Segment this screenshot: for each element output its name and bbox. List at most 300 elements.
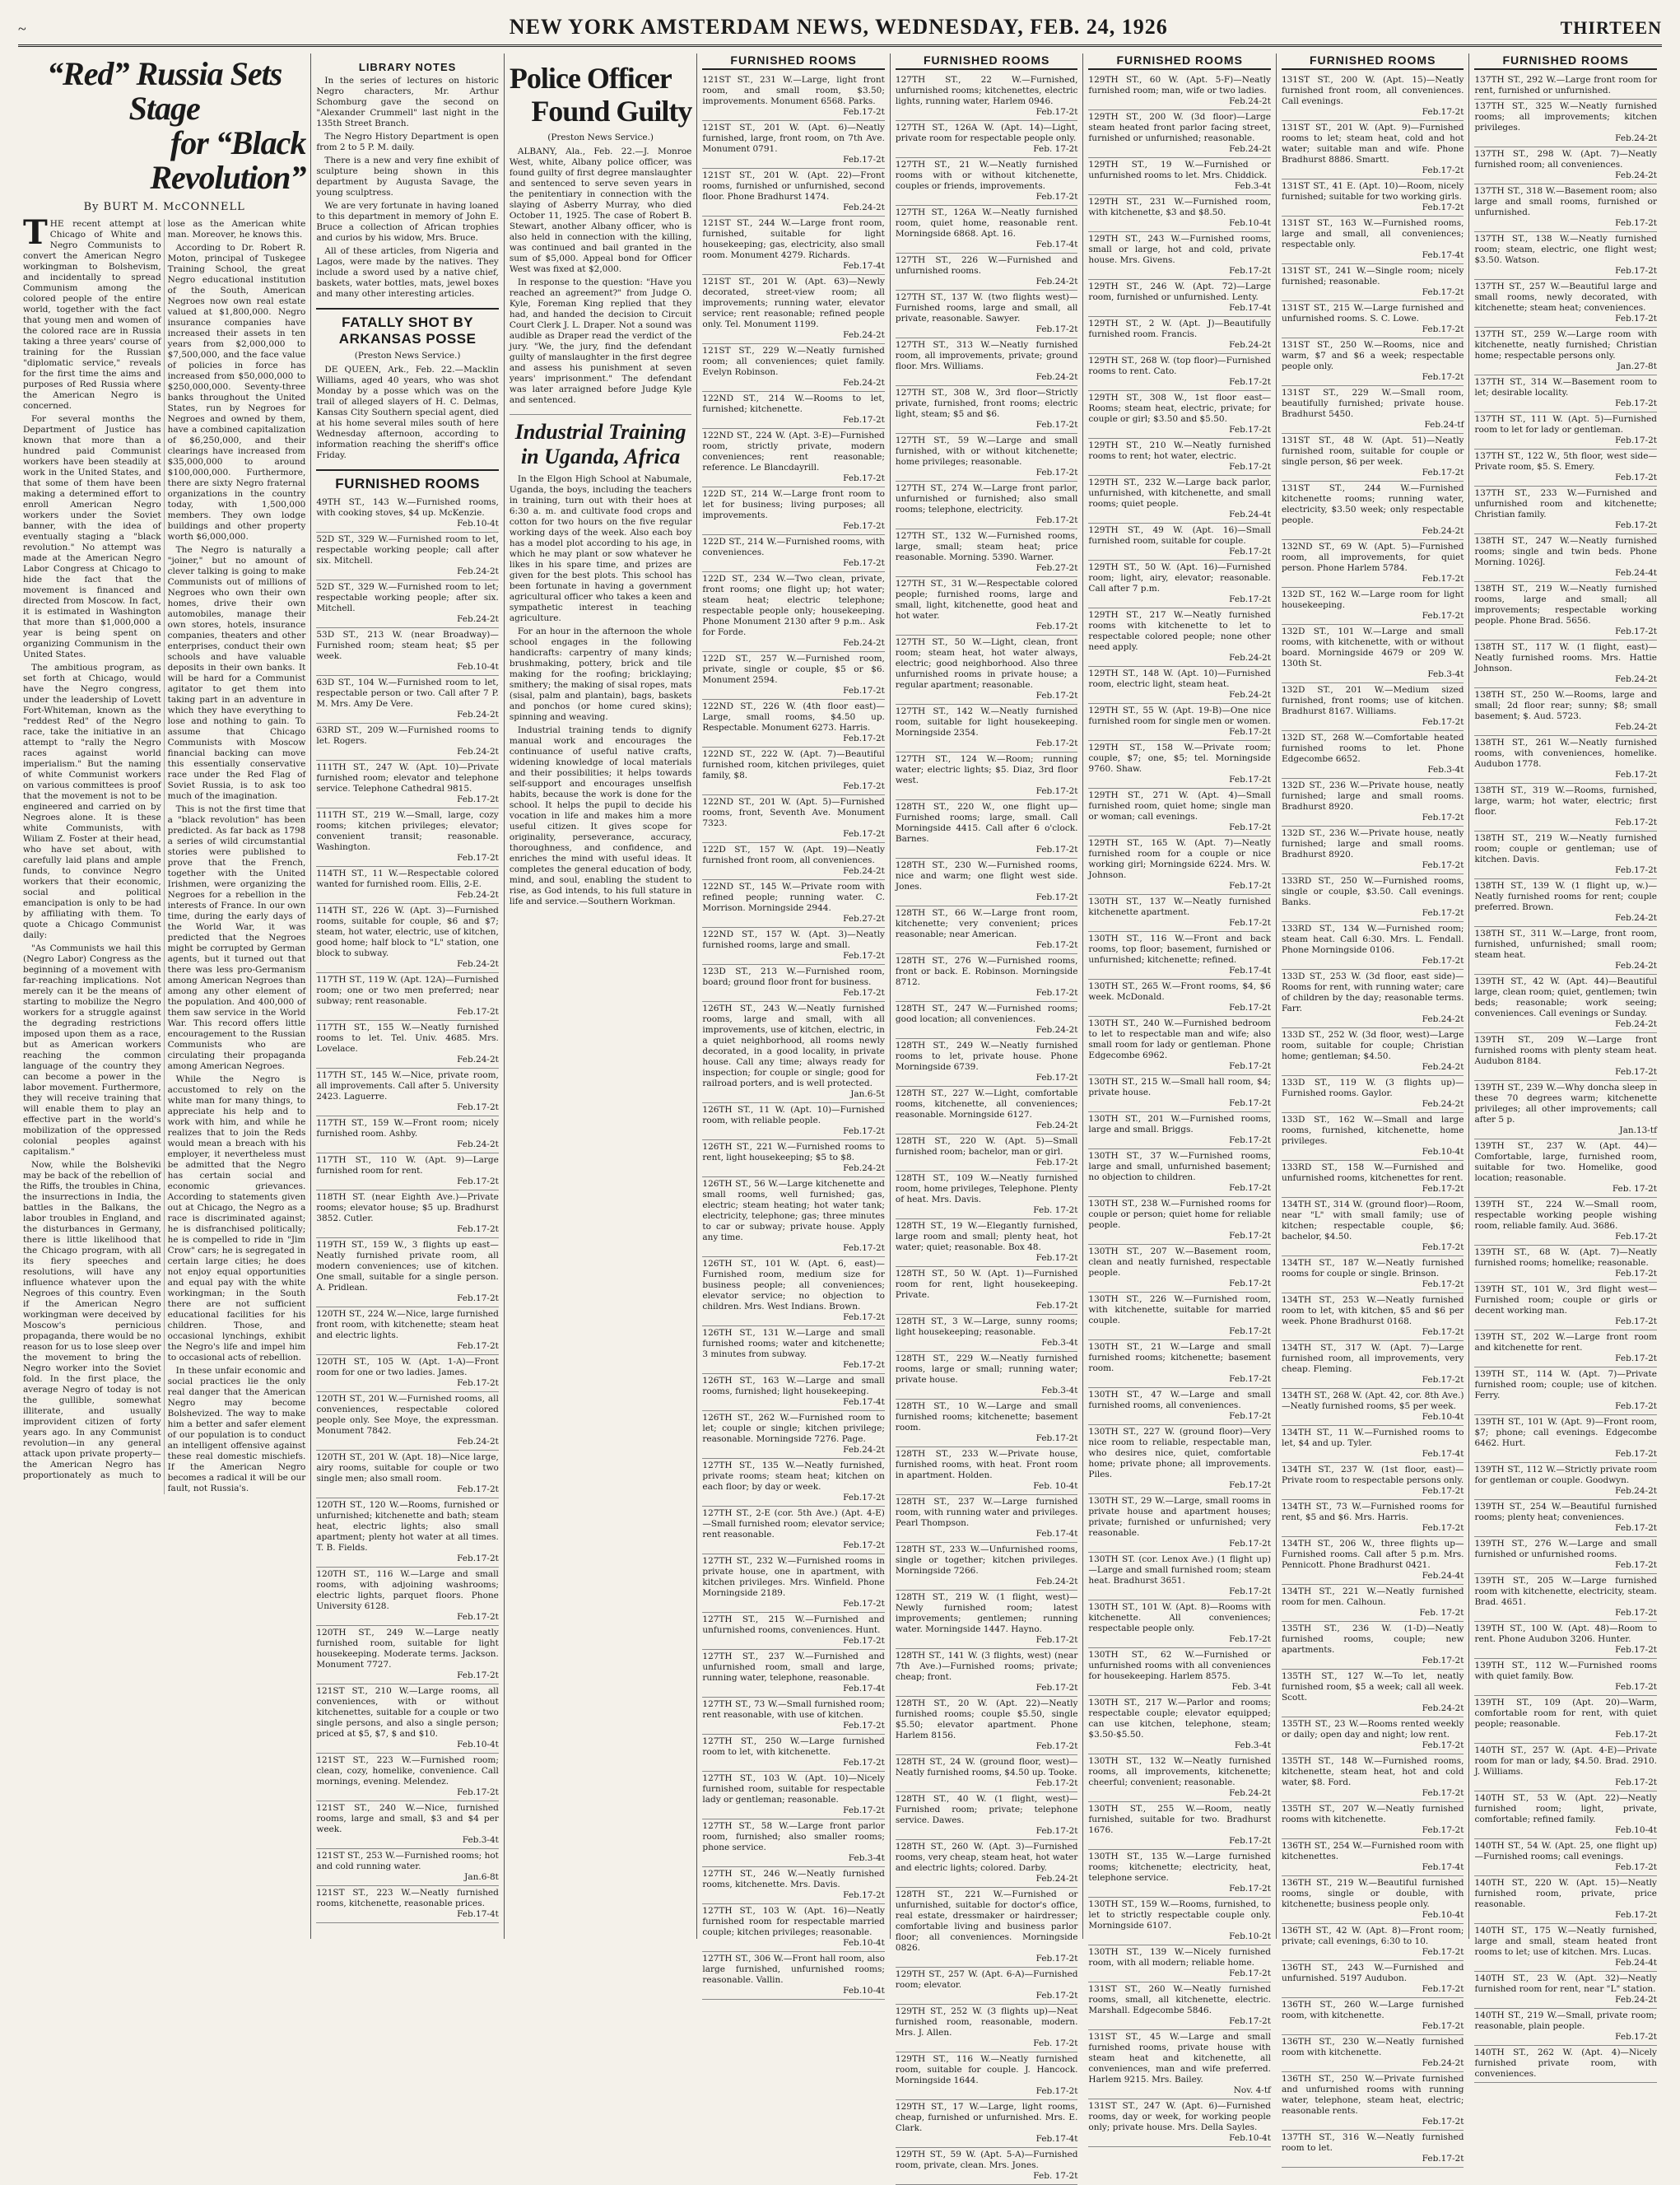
paragraph	[23, 943, 161, 1158]
classified-ad	[1282, 2131, 1464, 2168]
classified-ad	[1282, 1198, 1464, 1256]
classified-ad	[702, 121, 885, 169]
ad-date: Feb.24-2t	[843, 378, 885, 388]
classified-ad	[316, 628, 499, 676]
ad-text: 129TH ST., 271 W. (Apt. 4)—Small furnished room, quiet home; single man or woman; call evenings.	[1088, 790, 1271, 822]
classified-ad	[896, 636, 1078, 705]
ad-text: 127TH ST., 274 W.—Large front parlor, unfurnished or furnished; also small rooms; telephone, electricity.	[895, 483, 1078, 515]
ad-text: 129TH ST., 50 W. (Apt. 16)—Furnished room; light, airy, elevator; reasonable. Call after 7 p.m.	[1088, 562, 1271, 594]
classified-ad	[702, 1613, 885, 1650]
classified-ad	[896, 482, 1078, 529]
classified-ad	[702, 572, 885, 652]
paragraph-text: The Negro History Department is open from 2 to 5 P. M. daily.	[316, 132, 499, 152]
classified-ad	[1088, 110, 1271, 158]
ad-date: Feb.24-2t	[1615, 1995, 1657, 2005]
fatally-shot-heading: FATALLY SHOT BY ARKANSAS POSSE	[316, 308, 499, 347]
police-headline-line2: Found Guilty	[531, 95, 692, 128]
ad-text: 140TH ST., 219 W.—Small, private room; reasonable, plain people.	[1474, 2010, 1657, 2031]
ad-date: Feb.24-2t	[843, 866, 885, 876]
ad-text: 127TH ST., 250 W.—Large furnished room to let, with kitchenette.	[702, 1736, 885, 1757]
ad-text: 130TH ST., 207 W.—Basement room, clean and neatly furnished, respectable people.	[1088, 1246, 1271, 1278]
ad-date: Feb.17-2t	[1035, 1826, 1078, 1836]
classified-ad	[1088, 1017, 1271, 1075]
news-column	[311, 54, 505, 1939]
ad-date: Feb.10-4t	[1229, 2133, 1271, 2143]
ad-date: Feb.17-2t	[1615, 818, 1657, 827]
ad-text: 53D ST., 213 W. (near Broadway)—Furnished room; steam heat; $5 per week.	[316, 630, 499, 661]
ad-date: Feb.17-2t	[1615, 1449, 1657, 1459]
ad-date: Feb.24-2t	[843, 638, 885, 648]
classified-ad	[1088, 195, 1271, 232]
ad-date: Feb.17-4t	[1035, 240, 1078, 249]
classified-ad	[316, 1801, 499, 1849]
classified-ad	[1282, 922, 1464, 970]
classified-ad	[1474, 1139, 1657, 1198]
classified-ad	[1282, 588, 1464, 625]
ad-text: 120TH ST., 105 W. (Apt. 1-A)—Front room for one or two ladies. James.	[316, 1357, 499, 1377]
ad-text: 137TH ST., 298 W. (Apt. 7)—Neatly furnished room; all conveniences.	[1474, 149, 1657, 170]
ad-date: Feb.17-2t	[1615, 218, 1657, 228]
ad-date: Feb.17-2t	[1615, 1645, 1657, 1655]
ad-text: 136TH ST., 243 W.—Furnished and unfurnished. 5197 Audubon.	[1281, 1963, 1464, 1983]
classified-ad	[702, 73, 885, 121]
classified-ad	[896, 1352, 1078, 1400]
ad-text: 127TH ST., 126A W. (Apt. 14)—Light, private room for respectable people only.	[895, 123, 1078, 143]
ad-text: 139TH ST., 112 W.—Strictly private room for gentleman or couple. Goodwyn.	[1474, 1465, 1657, 1485]
ad-date: Feb.3-4t	[1234, 181, 1271, 191]
ad-date: Feb.17-2t	[1422, 574, 1464, 584]
ad-text: 120TH ST., 201 W.—Furnished rooms, all conveniences, respectable colored people only. See Moye, the expressman. Monument 7842.	[316, 1394, 499, 1436]
ad-date: Feb.17-2t	[1035, 1741, 1078, 1751]
classified-ad	[702, 392, 885, 429]
ad-date: Feb.17-2t	[1422, 2021, 1464, 2031]
classified-ad	[1474, 688, 1657, 736]
ad-date: Feb.17-2t	[843, 558, 885, 568]
classified-ad	[316, 761, 499, 808]
paragraph	[510, 277, 692, 406]
ad-date: Feb.24-4t	[1422, 1571, 1464, 1581]
classified-ad	[1282, 1961, 1464, 1998]
classified-ad	[1088, 1850, 1271, 1898]
classified-ad	[896, 2148, 1078, 2185]
ad-date: Feb.24-2t	[457, 566, 499, 576]
classified-ad	[896, 1447, 1078, 1495]
paragraph-text: All of these articles, from Nigeria and Lagos, were made by the natives. They include a sword used by a native chief, baskets, water bottles, mats, jewel boxes and many other interesting articles.	[316, 246, 499, 299]
ad-text: 121ST ST., 231 W.—Large, light front room, and small room, $3.50; improvements. Monument 6568. Parks.	[702, 75, 885, 106]
ad-text: 121ST ST., 253 W.—Furnished rooms; hot and cold running water.	[316, 1851, 499, 1871]
ads-list	[1282, 73, 1464, 2168]
ad-date: Nov. 4-tf	[1233, 2085, 1271, 2095]
classified-ad	[1282, 301, 1464, 338]
ad-text: 120TH ST., 120 W.—Rooms, furnished or unfurnished; kitchenette and bath; steam heat, electric lights; also small apartment; plenty hot water at all times. T. B. Fields.	[316, 1500, 499, 1553]
ad-text: 122D ST., 234 W.—Two clean, private, front rooms; one flight up; hot water; steam heat; electric telephone; respectable people only; housekeeping. Phone Monument 2130 after 9 p.m.. Ask for Forde.	[702, 574, 885, 637]
ad-date: Feb.17-2t	[1035, 1954, 1078, 1964]
ad-text: 137TH ST., 316 W.—Neatly furnished room to let.	[1281, 2132, 1464, 2153]
classified-ad	[896, 954, 1078, 1002]
ad-date: Feb.17-4t	[843, 261, 885, 271]
classified-ad	[1282, 1463, 1464, 1500]
ad-date: Feb.3-4t	[462, 1835, 499, 1845]
ad-date: Feb.24-2t	[1615, 170, 1657, 180]
ad-text: 139TH ST., 68 W. (Apt. 7)—Neatly furnished rooms; homelike; reasonable.	[1474, 1247, 1657, 1268]
classified-ad	[316, 1568, 499, 1626]
ad-text: 117TH ST., 155 W.—Neatly furnished rooms to let. Tel. Univ. 4685. Mrs. Lovelace.	[316, 1023, 499, 1054]
classified-ad	[316, 1392, 499, 1451]
paragraph-text: We are very fortunate in having loaned to this department in memory of John E. Bruce a collection of African trophies and curios by his widow, Mrs. Bruce.	[316, 201, 499, 243]
ad-date: Feb.17-2t	[1229, 594, 1271, 604]
classified-ad	[316, 580, 499, 628]
classified-ad	[1474, 736, 1657, 784]
classified-ad	[1282, 625, 1464, 683]
classified-ad	[1474, 1924, 1657, 1972]
ad-text: 129TH ST., 165 W. (Apt. 7)—Neatly furnished room for a couple or nice working girl; Morningside 6224. Mrs. W. Johnson.	[1088, 838, 1271, 880]
classified-ad	[1282, 1924, 1464, 1961]
ad-text: 128TH ST., 221 W.—Furnished or unfurnished, suitable for doctor's office, real estate, dressmaker or hairdresser; comfortable living and business parlor floor; all conveniences. Morningside 0826.	[895, 1889, 1078, 1953]
ad-date: Feb.10-4t	[457, 662, 499, 672]
ad-date: Feb.17-2t	[1615, 2032, 1657, 2042]
classified-ad	[896, 1400, 1078, 1447]
ad-text: 121ST ST., 201 W. (Apt. 63)—Newly decorated, street-view room; all improvements; running water, elevator service; rent reasonable; refined people only. Tel. Monument 1199.	[702, 277, 885, 329]
ad-text: 117TH ST., 110 W. (Apt. 9)—Large furnished room for rent.	[316, 1155, 499, 1176]
ad-text: 128TH ST., 10 W.—Large and small furnished rooms; kitchenette; basement room.	[895, 1401, 1078, 1433]
ad-date: Feb.17-2t	[843, 473, 885, 483]
ad-text: 129TH ST., 217 W.—Neatly furnished rooms with kitchenette to let to respectable colored people; none other need apply.	[1088, 610, 1271, 652]
ad-date: Feb.17-2t	[1229, 775, 1271, 785]
ad-text: 128TH ST., 227 W.—Light, comfortable rooms, kitchenette, all conveniences; reasonable. Morningside 6127.	[895, 1088, 1078, 1120]
ad-date: Feb.24-2t	[1422, 1099, 1464, 1109]
classified-ad	[896, 2100, 1078, 2148]
ad-text: 138TH ST., 247 W.—Neatly furnished rooms; single and twin beds. Phone Morning. 1026J.	[1474, 536, 1657, 567]
ad-date: Feb.17-2t	[1035, 845, 1078, 855]
ad-date: Feb.17-2t	[1035, 622, 1078, 631]
ad-text: 127TH ST., 50 W.—Light, clean, front room; steam heat, hot water always, electric; good neighborhood. Also three unfurnished rooms in private house; a regular apartment; reasonable.	[895, 637, 1078, 690]
ad-text: 121ST ST., 210 W.—Large rooms, all conveniences, with or without kitchenettes, suitable for a couple or two single persons, and also a single person; priced at $5, $7, $ and $10.	[316, 1686, 499, 1739]
classified-ad	[702, 1650, 885, 1698]
ad-text: 139TH ST., 239 W.—Why doncha sleep in these 70 degrees warm; kitchenette privileges; all other improvements; call after 5 p.	[1474, 1083, 1657, 1125]
ad-text: 133D ST., 162 W.—Small and large rooms, furnished, kitchenette, home privileges.	[1281, 1115, 1464, 1146]
paragraph	[168, 1366, 306, 1494]
ad-date: Feb.17-2t	[1229, 266, 1271, 276]
classified-ad	[1474, 1033, 1657, 1081]
classified-ad	[1474, 328, 1657, 375]
ad-text: 130TH ST., 47 W.—Large and small furnished rooms, all conveniences.	[1088, 1390, 1271, 1410]
ad-date: Feb.17-2t	[1035, 515, 1078, 525]
ad-date: Feb.17-2t	[1229, 547, 1271, 557]
article-column	[18, 54, 311, 1939]
ad-date: Feb. 17-2t	[1033, 2038, 1078, 2048]
ad-date: Feb.17-2t	[1422, 287, 1464, 297]
ad-text: 120TH ST., 116 W.—Large and small rooms, with adjoining washrooms; electric lights, parquet floors. Phone University 6128.	[316, 1569, 499, 1611]
classified-ad	[896, 1495, 1078, 1543]
ad-date: Feb.17-2t	[457, 853, 499, 863]
ad-date: Feb.17-2t	[1615, 1608, 1657, 1618]
ad-text: 131ST ST., 201 W. (Apt. 9)—Furnished rooms to let; steam heat, cold and hot water; suitable man and wife. Phone Bradhurst 8886. Smartt.	[1281, 123, 1464, 165]
ad-date: Feb.17-2t	[1422, 1740, 1464, 1750]
ad-text: 132ND ST., 69 W. (Apt. 5)—Furnished room, all improvements, for quiet person. Phone Harlem 5784.	[1281, 542, 1464, 573]
ad-date: Feb.17-2t	[1615, 1862, 1657, 1872]
ad-date: Feb.17-2t	[843, 107, 885, 117]
ad-date: Feb.17-4t	[1229, 966, 1271, 976]
paragraph	[510, 474, 692, 624]
ad-date: Feb.17-4t	[843, 1684, 885, 1693]
ad-text: 127TH ST., 308 W., 3rd floor—Strictly private, furnished, front rooms; electric light, steam; $5 and $6.	[895, 388, 1078, 419]
classified-ad	[1088, 439, 1271, 476]
ad-text: 136TH ST., 254 W.—Furnished room with kitchenettes.	[1281, 1841, 1464, 1861]
classified-ad	[702, 965, 885, 1002]
ad-date: Feb.17-2t	[843, 1126, 885, 1136]
classified-ad	[1088, 391, 1271, 439]
ad-date: Feb.17-2t	[1615, 1730, 1657, 1740]
classified-ad	[1088, 1425, 1271, 1494]
ads-list	[702, 73, 885, 2000]
classified-ad	[1282, 434, 1464, 482]
ad-text: 129TH ST., 19 W.—Furnished or unfurnished rooms to let. Mrs. Chiddick.	[1088, 160, 1271, 180]
ad-date: Feb.17-2t	[457, 1176, 499, 1186]
ad-text: 134TH ST., 237 W. (1st floor, east)—Private room to respectable persons only.	[1281, 1465, 1464, 1485]
library-notes-heading: LIBRARY NOTES	[358, 61, 457, 73]
classified-ad	[702, 1867, 885, 1904]
ad-text: 129TH ST., 308 W., 1st floor east—Rooms; steam heat, electric, private; for couple or girl; $3.50 and $5.50.	[1088, 393, 1271, 424]
paragraph-text: According to Dr. Robert R. Moton, principal of Tuskegee Training School, the great Negro educational institution of the South, American Negroes now own real estate valued at $1,800,000. Negro insurance companies have increased their assets in ten years from $2,000,000 to $7,500,000, and the face value of policies in force has increased from $50,000,000 to $250,000,000. Seventy-three banks throughout the United States, run by Negroes for Negroes and owned by them, have a combined capitalization of $6,250,000, and their clearings have increased from $35,000,000 to around $100,000,000. Furthermore, there are sixty Negro fraternal organizations in the country today, with 1,500,000 members. They own lodge buildings and other property worth $6,000,000.	[167, 243, 306, 542]
ad-text: 121ST ST., 240 W.—Nice, furnished rooms, large and small, $3 and $4 per week.	[316, 1803, 499, 1834]
column-heading: FURNISHED ROOMS	[702, 54, 885, 70]
ad-date: Feb.10-2t	[1229, 1931, 1271, 1941]
ad-text: 129TH ST., 60 W. (Apt. 5-F)—Neatly furnished room; man, wife or two ladies.	[1088, 75, 1271, 96]
ad-date: Feb.3-4t	[1041, 1338, 1078, 1348]
ad-date: Feb.17-2t	[1615, 473, 1657, 482]
classified-ad	[702, 535, 885, 572]
classified-ad	[1282, 482, 1464, 540]
ad-text: 133D ST., 253 W. (3d floor, east side)—Rooms for rent, with running water; care of children by the day; reasonable terms. Farr.	[1281, 971, 1464, 1013]
ad-text: 129TH ST., 257 W. (Apt. 6-A)—Furnished room; elevator.	[895, 1969, 1078, 1990]
ad-date: Feb.17-2t	[1615, 1353, 1657, 1363]
classified-ad	[1088, 317, 1271, 354]
ad-text: 122ND ST., 145 W.—Private room with refined people; running water. C. Morrison. Morningside 2944.	[702, 882, 885, 913]
classified-ad	[1474, 1972, 1657, 2009]
ad-text: 127TH ST., 313 W.—Neatly furnished room, all improvements, private; ground floor. Mrs. Williams.	[895, 340, 1078, 371]
ad-date: Feb.17-2t	[1229, 727, 1271, 737]
ad-text: 126TH ST., 11 W. (Apt. 10)—Furnished room, with reliable people.	[702, 1105, 885, 1125]
ad-date: Feb.17-2t	[1229, 1098, 1271, 1108]
ad-date: Feb.24-2t	[1229, 144, 1271, 154]
ad-date: Feb.17-2t	[457, 1224, 499, 1234]
fatally-shot-source: (Preston News Service.)	[354, 351, 461, 361]
classified-ad	[1088, 232, 1271, 280]
ad-text: 140TH ST., 54 W. (Apt. 25, one flight up)—Furnished rooms; call evenings.	[1474, 1841, 1657, 1861]
ad-text: 131ST ST., 200 W. (Apt. 15)—Neatly furnished front room, all conveniences. Call evenings.	[1281, 75, 1464, 106]
ad-date: Feb.17-2t	[843, 1890, 885, 1900]
paragraph	[168, 545, 306, 802]
ad-date: Feb.17-2t	[457, 1484, 499, 1494]
ad-text: 128TH ST., 249 W.—Neatly furnished rooms to let, private house. Phone Morningside 6739.	[895, 1041, 1078, 1072]
classified-ad	[896, 1968, 1078, 2005]
ad-date: Feb.17-2t	[1422, 1656, 1464, 1666]
classified-ad	[1282, 121, 1464, 179]
ad-text: 128TH ST., 260 W. (Apt. 3)—Furnished rooms, very cheap, steam heat, hot water and electric lights; colored. Darby.	[895, 1842, 1078, 1873]
ad-date: Feb.17-2t	[843, 829, 885, 839]
classified-ad	[1088, 2030, 1271, 2099]
ad-text: 139TH ST., 237 W. (Apt. 44)—Comfortable, large, furnished room, suitable for two. Homelike, good location; reasonable.	[1474, 1141, 1657, 1183]
ad-date: Feb. 17-2t	[1419, 1608, 1464, 1618]
ad-date: Feb.17-2t	[1229, 1279, 1271, 1288]
classified-ad	[896, 705, 1078, 752]
classified-ad	[1282, 1028, 1464, 1076]
ad-text: 127TH ST., 137 W. (two flights west)—Furnished rooms, large and small, all private, reasonable. Sawyer.	[895, 292, 1078, 324]
classified-ad	[896, 752, 1078, 800]
ad-text: 139TH ST., 101 W., 3rd flight west—Furnished room; couple or girls or decent working man.	[1474, 1284, 1657, 1316]
ad-date: Feb.17-2t	[843, 1243, 885, 1253]
ad-text: 135TH ST., 236 W. (1-D)—Neatly furnished rooms, couple; new apartments.	[1281, 1624, 1464, 1655]
ad-text: 118TH ST. (near Eighth Ave.)—Private rooms; elevator house; $5 up. Bradhurst 3852. Cutler.	[316, 1192, 499, 1223]
ad-text: 129TH ST., 200 W. (3d floor)—Large steam heated front parlor facing street, furnished or unfurnished; reasonable.	[1088, 112, 1271, 143]
ad-date: Jan.6-8t	[464, 1872, 499, 1882]
classified-ad	[1088, 1982, 1271, 2030]
ad-date: Feb.17-2t	[843, 1721, 885, 1731]
ad-text: 138TH ST., 319 W.—Rooms, furnished, large, warm; hot water, electric; first floor.	[1474, 785, 1657, 817]
classified-ad	[896, 529, 1078, 577]
classified-ad	[702, 1507, 885, 1554]
classified-ad	[702, 928, 885, 965]
classified-ad	[896, 386, 1078, 434]
ad-date: Feb.17-2t	[1035, 892, 1078, 902]
classified-ad	[316, 808, 499, 867]
ad-date: Feb.17-2t	[457, 794, 499, 804]
ad-text: 127TH ST., 124 W.—Room; running water; electric lights; $5. Diaz, 3rd floor west.	[895, 754, 1078, 785]
classified-ad	[1474, 1876, 1657, 1924]
ad-date: Feb.17-2t	[1229, 1003, 1271, 1013]
classified-ad	[1088, 1802, 1271, 1850]
classified-ad	[1474, 450, 1657, 487]
classified-ad	[702, 1411, 885, 1459]
ad-date: Feb.17-2t	[1615, 1682, 1657, 1692]
ad-date: Feb.17-2t	[1422, 107, 1464, 117]
ad-date: Feb.17-2t	[1615, 770, 1657, 780]
classified-ad	[1088, 1149, 1271, 1197]
ad-date: Feb.17-2t	[843, 1493, 885, 1502]
ad-date: Feb.10-4t	[457, 1740, 499, 1749]
ad-text: 135TH ST., 127 W.—To let, neatly furnished room, $5 a week; call all week. Scott.	[1281, 1671, 1464, 1703]
ad-text: 131ST ST., 48 W. (Apt. 51)—Neatly furnished room, suitable for couple or single person, $6 per week.	[1281, 436, 1464, 467]
classified-ad	[896, 1591, 1078, 1649]
ad-date: Feb.24-2t	[1035, 277, 1078, 287]
classified-ad	[1088, 1112, 1271, 1149]
ad-text: 128TH ST., 3 W.—Large, sunny rooms; light housekeeping; reasonable.	[895, 1316, 1078, 1337]
ad-text: 135TH ST., 23 W.—Rooms rented weekly or daily; open day and night; low rent.	[1281, 1719, 1464, 1740]
ad-date: Feb.17-2t	[1615, 520, 1657, 530]
ad-date: Feb.17-2t	[1422, 324, 1464, 334]
column-heading: FURNISHED ROOMS	[1282, 54, 1464, 70]
ad-text: 139TH ST., 205 W.—Large furnished room with kitchenette, electricity, steam. Brad. 4651.	[1474, 1576, 1657, 1607]
classified-ad	[1474, 1415, 1657, 1463]
ad-text: 129TH ST., 268 W. (top floor)—Furnished rooms to rent. Cato.	[1088, 356, 1271, 376]
ad-text: 132D ST., 201 W.—Medium sized furnished, front rooms; use of kitchen. Bradhurst 8167. Williams.	[1281, 685, 1464, 716]
ad-date: Feb.17-2t	[1229, 822, 1271, 832]
ad-text: 130TH ST., 265 W.—Front rooms, $4, $6 week. McDonald.	[1088, 981, 1271, 1002]
paragraph	[510, 725, 692, 907]
classified-ad	[702, 843, 885, 880]
classified-ad	[1088, 895, 1271, 932]
classified-ad	[702, 1257, 885, 1326]
ad-date: Feb.17-2t	[1035, 1158, 1078, 1167]
ad-date: Feb.27-2t	[1035, 563, 1078, 573]
ad-date: Feb.17-2t	[843, 1805, 885, 1815]
paragraph	[316, 156, 499, 198]
classified-ad	[896, 1002, 1078, 1039]
classified-ad	[1282, 1802, 1464, 1839]
classified-ad	[1474, 1537, 1657, 1574]
ad-text: 130TH ST., 62 W.—Furnished or unfurnished rooms with all conveniences for housekeeping. Harlem 8575.	[1088, 1650, 1271, 1681]
ad-date: Feb.17-2t	[1615, 1910, 1657, 1920]
ad-text: 121ST ST., 223 W.—Furnished room; clean, cozy, homelike, convenience. Call mornings, evening. Melendez.	[316, 1755, 499, 1787]
ad-text: 128TH ST., 141 W. (3 flights, west) (near 7th Ave.)—Furnished rooms; private; cheap; front.	[895, 1651, 1078, 1682]
ad-text: 114TH ST., 226 W. (Apt. 3)—Furnished rooms, suitable for couple, $6 and $7; steam, hot water, electric, use of kitchen, good home; half block to "L" station, one block to subway.	[316, 906, 499, 958]
ad-date: Feb.17-2t	[457, 1378, 499, 1388]
ad-date: Feb.24-2t	[457, 1139, 499, 1149]
ad-text: 127TH ST., 21 W.—Neatly furnished rooms with or without kitchenette, couples or friends, improvements.	[895, 160, 1078, 191]
ad-text: 121ST ST., 229 W.—Neatly furnished room; all conveniences; quiet family. Evelyn Robinson.	[702, 346, 885, 377]
ad-date: Feb.17-2t	[1229, 1061, 1271, 1071]
classified-ad	[702, 652, 885, 700]
classified-ad	[896, 1840, 1078, 1888]
classified-ad	[1088, 1245, 1271, 1293]
classified-ad	[316, 533, 499, 580]
ad-text: 136TH ST., 219 W.—Beautiful furnished rooms, single or double, with kitchenette; business people only.	[1281, 1878, 1464, 1909]
ad-text: 129TH ST., 252 W. (3 flights up)—Neat furnished room, reasonable, modern. Mrs. J. Allen.	[895, 2006, 1078, 2038]
ad-date: Feb.17-2t	[1422, 1788, 1464, 1798]
classified-ad	[702, 344, 885, 392]
ad-date: Feb.17-2t	[1615, 1401, 1657, 1411]
ad-text: 131ST ST., 215 W.—Large furnished and unfurnished rooms. S. C. Lowe.	[1281, 303, 1464, 324]
ad-date: Feb.24-4t	[1615, 568, 1657, 578]
ad-date: Feb.17-2t	[1229, 1480, 1271, 1490]
classified-ad	[1282, 827, 1464, 874]
classified-ad	[1088, 1553, 1271, 1600]
ad-text: 130TH ST., 215 W.—Small hall room, $4; private house.	[1088, 1077, 1271, 1097]
ads-list	[896, 73, 1078, 2185]
masthead-title: NEW YORK AMSTERDAM NEWS, WEDNESDAY, FEB. 24, 1926	[509, 15, 1168, 39]
ad-date: Feb.24-2t	[457, 710, 499, 720]
ad-date: Feb.17-2t	[1229, 1326, 1271, 1336]
classified-ad	[1282, 1839, 1464, 1876]
ad-text: 111TH ST., 247 W. (Apt. 10)—Private furnished room; elevator and telephone service. Telephone Cathedral 9815.	[316, 762, 499, 794]
ad-text: 122D ST., 157 W. (Apt. 19)—Neatly furnished front room, all conveniences.	[702, 845, 885, 865]
classified-ad	[896, 2052, 1078, 2100]
ad-date: Feb.17-2t	[1422, 1279, 1464, 1289]
classified-ad	[1282, 540, 1464, 588]
classified-ad	[1282, 1998, 1464, 2035]
ad-text: 121ST ST., 244 W.—Large front room, furnished, suitable for light housekeeping; gas, electricity, also small room. Monument 4279. Richards.	[702, 218, 885, 260]
classified-ad	[316, 1355, 499, 1392]
ad-date: Feb.17-2t	[1229, 1374, 1271, 1384]
ad-date: Feb.24-2t	[1422, 526, 1464, 536]
ad-date: Feb.17-2t	[1422, 1947, 1464, 1957]
classified-ad	[1282, 1537, 1464, 1585]
classified-column-e	[1469, 54, 1662, 2079]
classified-ad	[1474, 1622, 1657, 1659]
ad-text: 133RD ST., 134 W.—Furnished room; steam heat. Call 6:30. Mrs. L. Fendall. Phone Morningside 0106.	[1281, 924, 1464, 955]
ad-date: Feb.17-2t	[1229, 425, 1271, 435]
ad-text: 122ND ST., 226 W. (4th floor east)—Large, small rooms, $4.50 up. Respectable. Monument 6273. Harris.	[702, 701, 885, 733]
ad-date: Feb.17-2t	[1035, 468, 1078, 478]
ad-text: 127TH ST., 103 W. (Apt. 10)—Nicely furnished room, suitable for respectable lady or gentleman; reasonable.	[702, 1773, 885, 1805]
ad-text: 136TH ST., 42 W. (Apt. 8)—Front room; private; call evenings, 6:30 to 10.	[1281, 1926, 1464, 1946]
classified-ad	[316, 1238, 499, 1307]
ad-date: Feb.24-4t	[1615, 1958, 1657, 1968]
ad-date: Feb.17-2t	[1229, 1183, 1271, 1193]
ad-text: 131ST ST., 163 W.—Furnished rooms, large and small, all conveniences; respectable only.	[1281, 218, 1464, 249]
red-russia-article	[23, 213, 306, 1494]
fatally-shot-text: DE QUEEN, Ark., Feb. 22.—Macklin Williams, aged 40 years, who was shot Monday by a posse which was on the trail of alleged slayers of H. C. Delmas, Kansas City Southern special agent, died at his home several miles south of here Wednesday afternoon, according to information reaching the sheriff's office Friday.	[316, 365, 499, 460]
